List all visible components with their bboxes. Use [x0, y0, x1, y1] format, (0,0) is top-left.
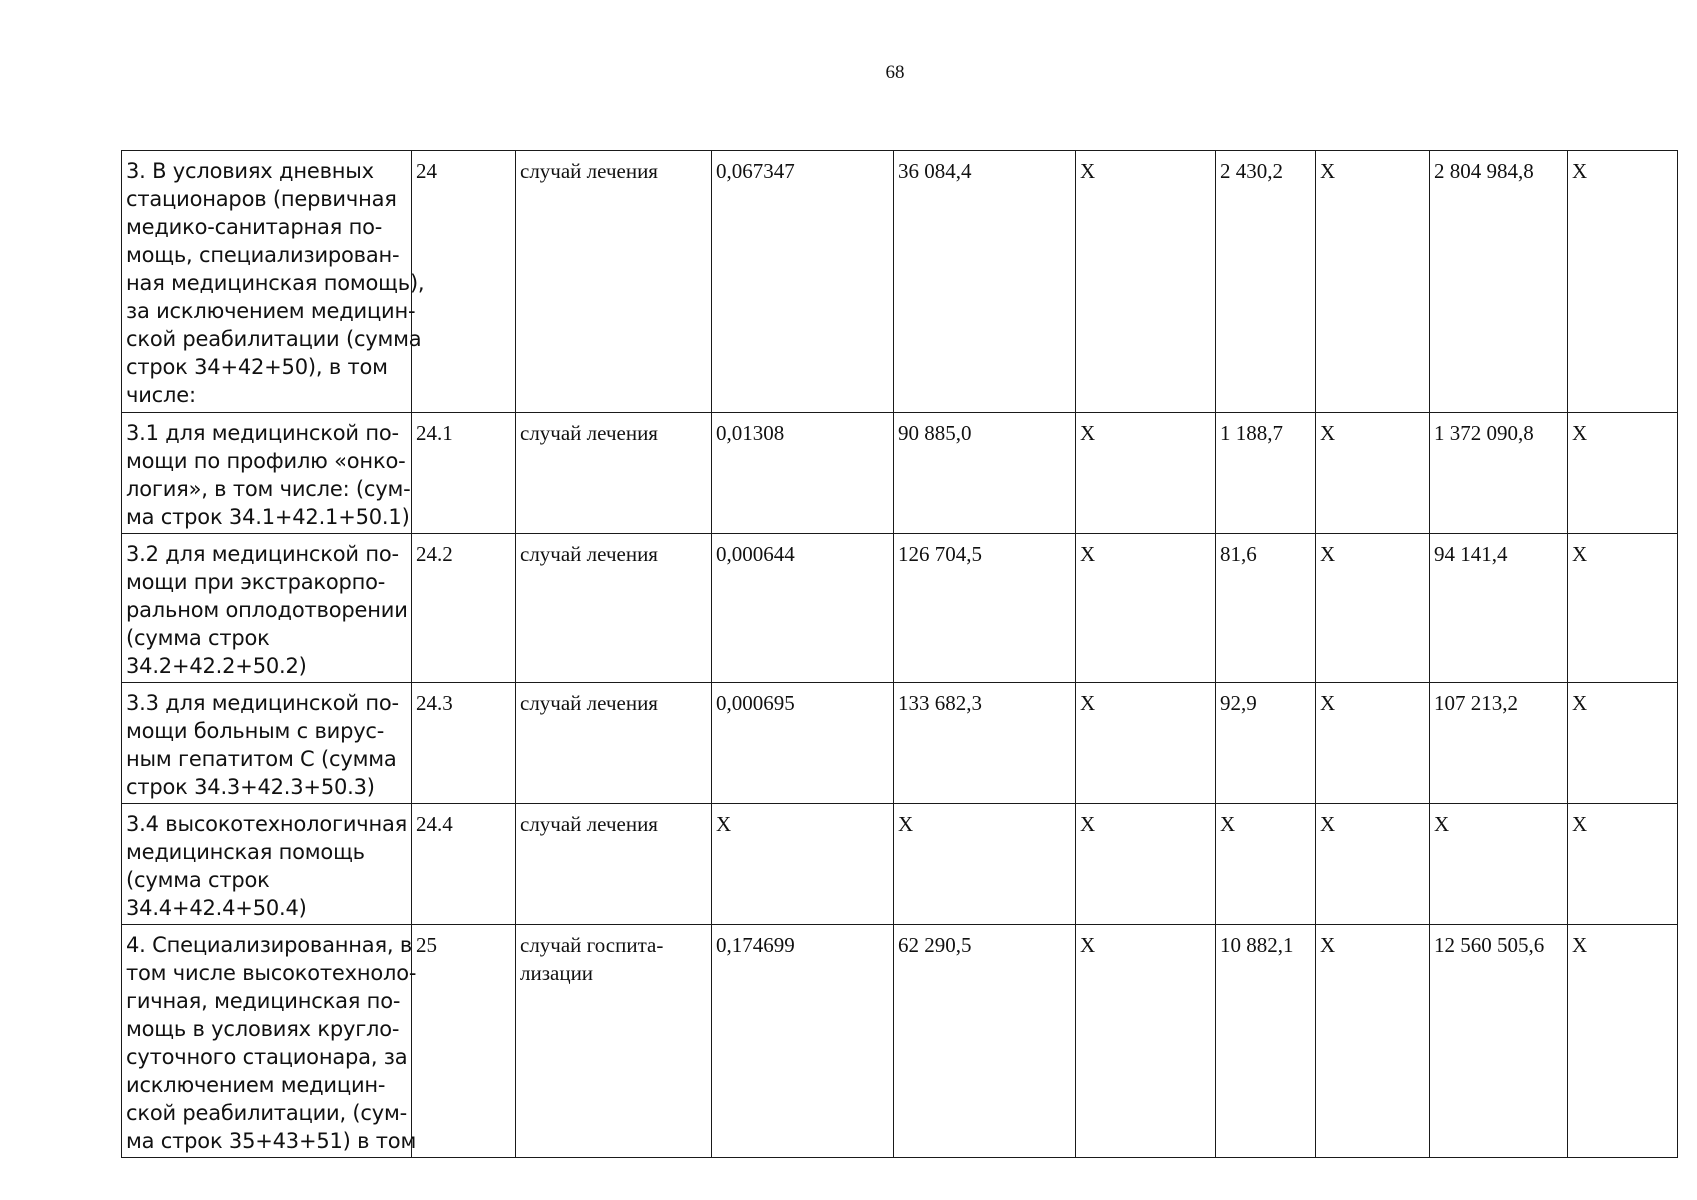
description-line: медико-санитарная по-: [126, 215, 383, 239]
volume-norm-cell: 0,01308: [712, 413, 894, 534]
description-line: 34.4+42.4+50.4): [126, 896, 307, 920]
cost-norm-cell: 36 084,4: [894, 151, 1076, 413]
share-cell: X: [1568, 804, 1678, 925]
description-line: мощь в условиях кругло-: [126, 1017, 400, 1041]
cost-norm-cell: 62 290,5: [894, 925, 1076, 1158]
description-line: ской реабилитации (сумма: [126, 327, 422, 351]
description-line: 34.2+42.2+50.2): [126, 654, 307, 678]
cost-norm-cell: 133 682,3: [894, 683, 1076, 804]
volume-norm-cell: 0,000695: [712, 683, 894, 804]
description-line: мощь, специализирован-: [126, 243, 400, 267]
amount-oms-cell: 12 560 505,6: [1430, 925, 1568, 1158]
description-line: исключением медицин-: [126, 1073, 386, 1097]
cost-norm-cell: 126 704,5: [894, 534, 1076, 683]
amount-oms-cell: X: [1430, 804, 1568, 925]
table-row: [122, 804, 1678, 925]
amount-budget-cell: X: [1316, 413, 1430, 534]
description-line: числе:: [126, 383, 196, 407]
row-number: 24.3: [412, 683, 516, 804]
cost-norm-cell: X: [894, 804, 1076, 925]
cost-oms-cell: 92,9: [1216, 683, 1316, 804]
description-line: мощи по профилю «онко-: [126, 449, 406, 473]
amount-oms-cell: 2 804 984,8: [1430, 151, 1568, 413]
cost-norm-cell: 90 885,0: [894, 413, 1076, 534]
table-row: [122, 534, 1678, 683]
row-number: 24.2: [412, 534, 516, 683]
cost-oms-cell: 2 430,2: [1216, 151, 1316, 413]
unit-of-measure: случай лечения: [516, 804, 712, 925]
unit-of-measure: [516, 925, 712, 1158]
description-line: гичная, медицинская по-: [126, 989, 401, 1013]
row-number: 24: [412, 151, 516, 413]
description-line: (сумма строк: [126, 626, 270, 650]
table-row: [122, 683, 1678, 804]
volume-norm-cell: 0,174699: [712, 925, 894, 1158]
description-line: стационаров (первичная: [126, 187, 397, 211]
description-line: мощи больным с вирус-: [126, 719, 385, 743]
amount-budget-cell: X: [1316, 534, 1430, 683]
volume-norm-cell: 0,000644: [712, 534, 894, 683]
description-line: строк 34+42+50), в том: [126, 355, 388, 379]
row-description: [122, 925, 417, 1158]
description-line: 4. Специализированная, в: [126, 933, 413, 957]
cost-budget-cell: X: [1076, 925, 1216, 1158]
amount-oms-cell: 107 213,2: [1430, 683, 1568, 804]
amount-budget-cell: X: [1316, 925, 1430, 1158]
amount-budget-cell: X: [1316, 683, 1430, 804]
unit-of-measure: случай лечения: [516, 413, 712, 534]
share-cell: X: [1568, 683, 1678, 804]
cost-budget-cell: X: [1076, 413, 1216, 534]
cost-budget-cell: X: [1076, 683, 1216, 804]
unit-of-measure: случай лечения: [516, 534, 712, 683]
row-number: 24.1: [412, 413, 516, 534]
share-cell: X: [1568, 925, 1678, 1158]
unit-line: случай госпита-: [520, 933, 664, 957]
description-line: ма строк 34.1+42.1+50.1): [126, 505, 410, 529]
share-cell: X: [1568, 413, 1678, 534]
table-body: [122, 151, 1678, 1158]
row-number: 24.4: [412, 804, 516, 925]
amount-oms-cell: 94 141,4: [1430, 534, 1568, 683]
cost-oms-cell: 1 188,7: [1216, 413, 1316, 534]
row-description: [122, 413, 412, 534]
table-row: [122, 151, 1678, 413]
unit-line: лизации: [520, 961, 594, 985]
description-line: 3.4 высокотехнологичная: [126, 812, 408, 836]
row-description: [122, 804, 412, 925]
description-line: 3.2 для медицинской по-: [126, 542, 399, 566]
description-line: 3.3 для медицинской по-: [126, 691, 399, 715]
description-line: суточного стационара, за: [126, 1045, 408, 1069]
cost-budget-cell: X: [1076, 534, 1216, 683]
unit-of-measure: случай лечения: [516, 683, 712, 804]
unit-of-measure: случай лечения: [516, 151, 712, 413]
description-line: ная медицинская помощь),: [126, 271, 425, 295]
cost-budget-cell: X: [1076, 804, 1216, 925]
row-description: [122, 683, 412, 804]
description-line: 3.1 для медицинской по-: [126, 421, 399, 445]
volume-norm-cell: X: [712, 804, 894, 925]
description-line: ральном оплодотворении: [126, 598, 408, 622]
cost-oms-cell: X: [1216, 804, 1316, 925]
table-row: [122, 925, 1678, 1158]
row-number: 25: [412, 925, 516, 1158]
share-cell: X: [1568, 151, 1678, 413]
amount-budget-cell: X: [1316, 151, 1430, 413]
cost-oms-cell: 81,6: [1216, 534, 1316, 683]
table-row: [122, 413, 1678, 534]
description-line: ным гепатитом С (сумма: [126, 747, 397, 771]
description-line: строк 34.3+42.3+50.3): [126, 775, 375, 799]
volume-norm-cell: 0,067347: [712, 151, 894, 413]
description-line: ской реабилитации, (сум-: [126, 1101, 408, 1125]
amount-budget-cell: X: [1316, 804, 1430, 925]
description-line: медицинская помощь: [126, 840, 365, 864]
row-description: [122, 151, 425, 413]
description-line: за исключением медицин-: [126, 299, 416, 323]
description-line: ма строк 35+43+51) в том: [126, 1129, 417, 1153]
data-table: [121, 150, 1678, 1158]
share-cell: X: [1568, 534, 1678, 683]
page-number: 68: [885, 62, 905, 83]
description-line: (сумма строк: [126, 868, 270, 892]
amount-oms-cell: 1 372 090,8: [1430, 413, 1568, 534]
description-line: мощи при экстракорпо-: [126, 570, 386, 594]
cost-oms-cell: 10 882,1: [1216, 925, 1316, 1158]
description-line: логия», в том числе: (сум-: [126, 477, 411, 501]
description-line: 3. В условиях дневных: [126, 159, 374, 183]
row-description: [122, 534, 412, 683]
cost-budget-cell: X: [1076, 151, 1216, 413]
description-line: том числе высокотехноло-: [126, 961, 417, 985]
